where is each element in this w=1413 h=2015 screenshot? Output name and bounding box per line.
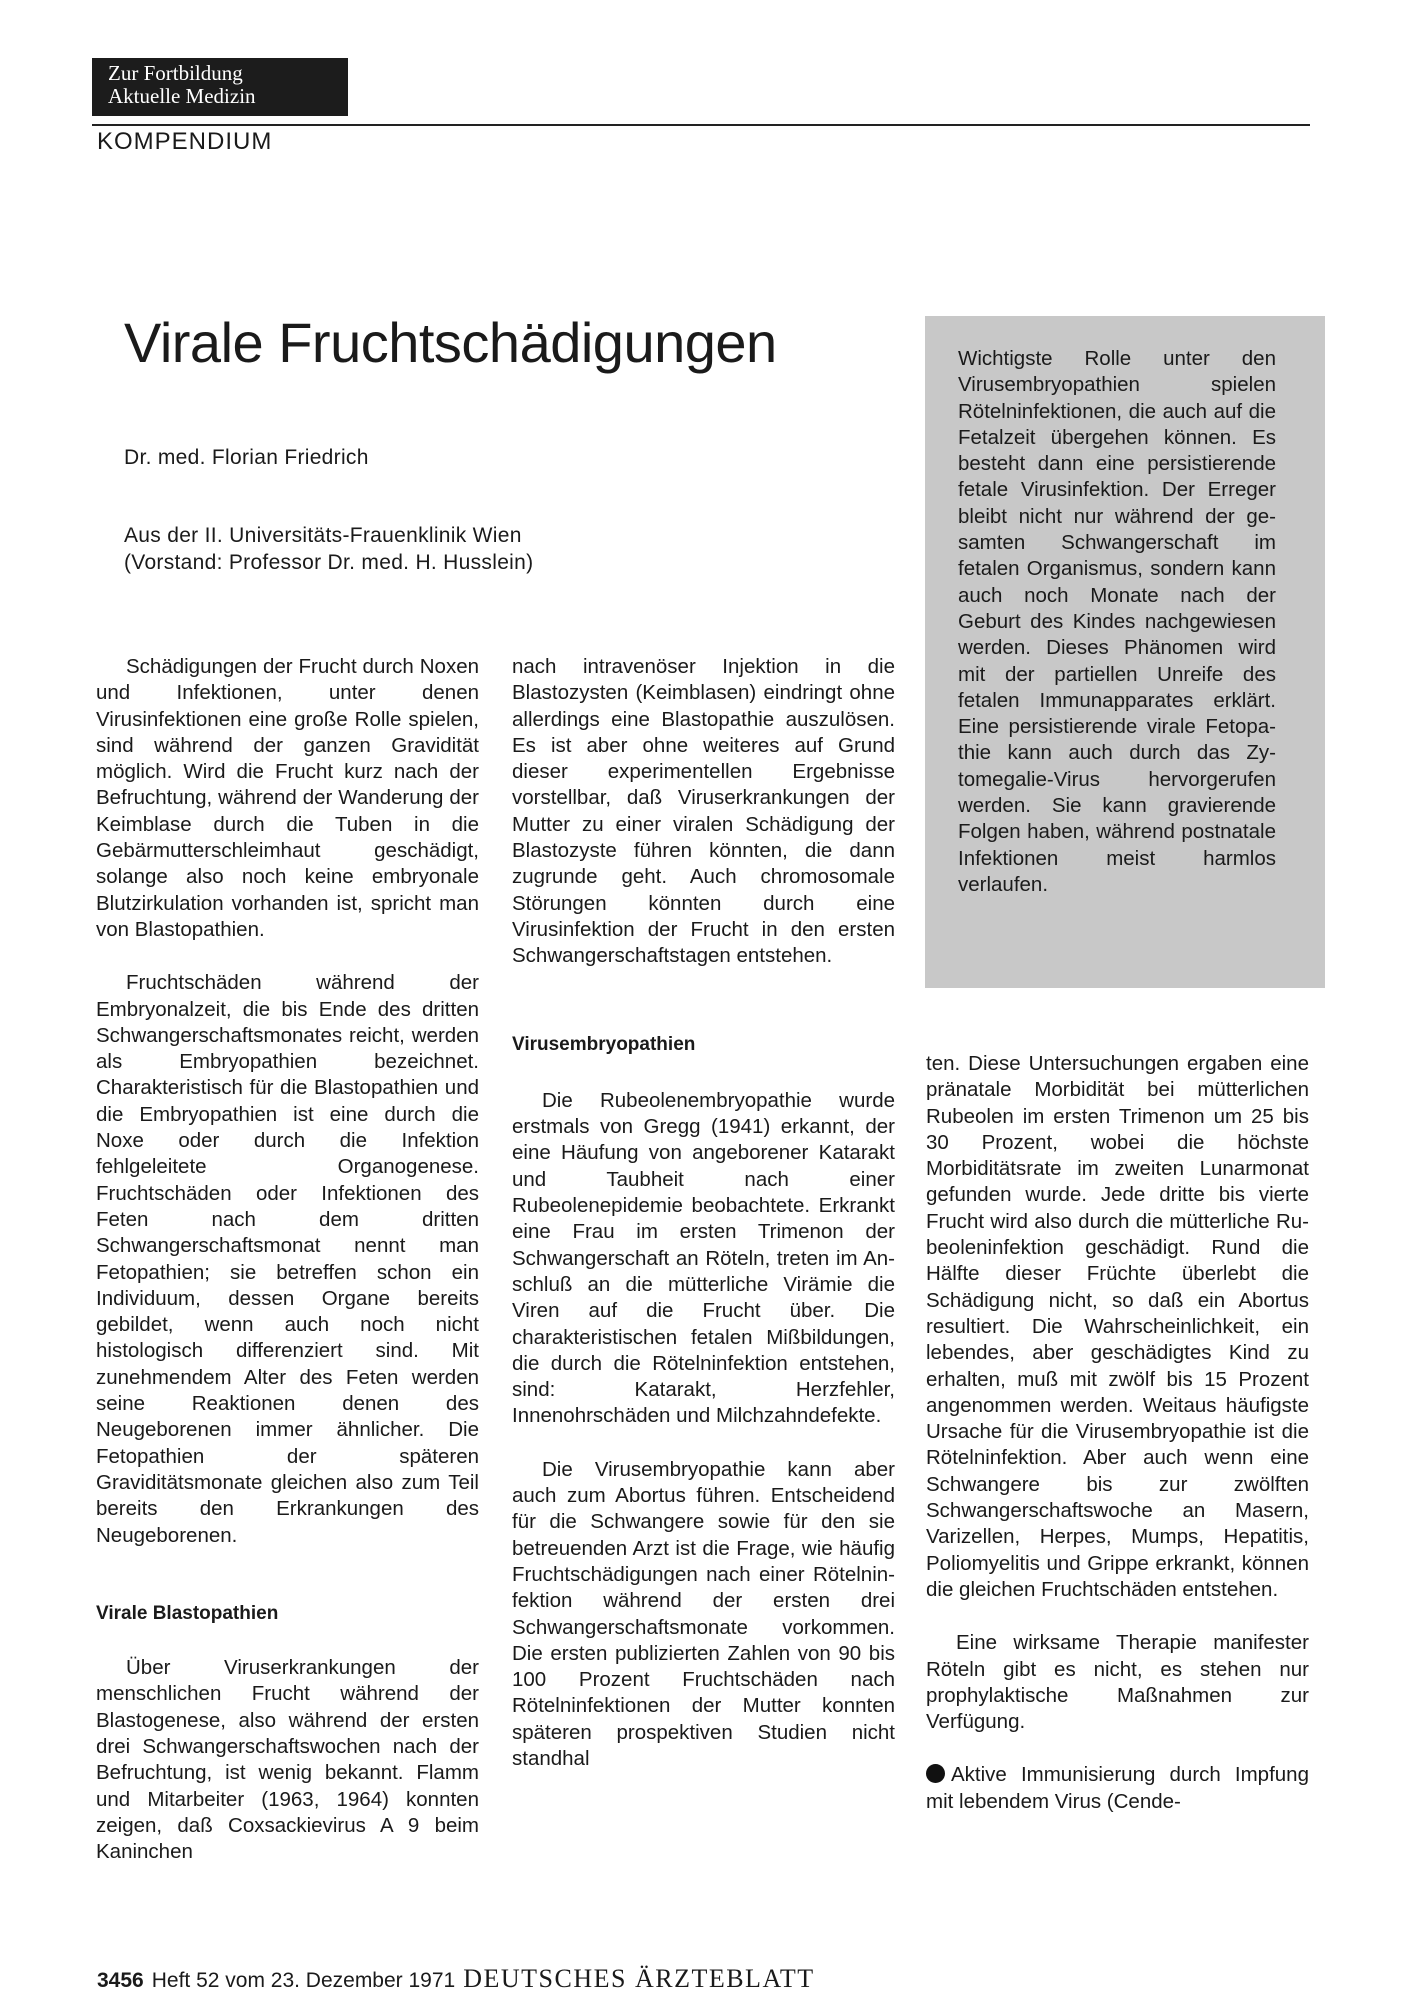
section-label-line2: Aktuelle Medizin xyxy=(108,84,256,108)
header-rule xyxy=(92,124,1310,126)
affiliation-line2: (Vorstand: Professor Dr. med. H. Husslein) xyxy=(124,551,534,574)
heading-virusembryopathien: Virusembryopathien xyxy=(512,1033,696,1055)
section-label-line1: Zur Fortbildung xyxy=(108,61,243,85)
col2-paragraph-1: nach intravenöser Injektion in die Blastozysten (Keimblasen) eindringt ohne allerdings eine Blastopathie auszulösen. Es ist aber ohne weiteres auf Grund dieser experimentellen Ergebnisse vorstellbar, daß Viruserkrankungen der Mutter zu einer viralen Schädigung der Blastozyste führen könnten, die dann zugrunde geht. Auch chromosomale Störungen könnten durch eine Virusinfektion der Frucht in den ersten Schwangerschaftstagen entstehen. xyxy=(512,655,895,968)
issue-info: Heft 52 vom 23. Dezember 1971 xyxy=(151,1969,456,1992)
article-author: Dr. med. Florian Friedrich xyxy=(124,446,369,469)
heading-virale-blastopathien: Virale Blastopathien xyxy=(96,1602,279,1624)
col1-paragraph-1: Schädigungen der Frucht durch Noxen und Infektionen, unter denen Virusinfektionen eine große Rolle spielen, sind während der ganzen Gravidität möglich. Wird die Frucht kurz nach der Befruchtung, während der Wanderung der Keimblase durch die Tuben in die Gebärmutterschleimhaut geschädigt, solange also noch keine embryonale Blutzirkulation vorhanden ist, spricht man von Blastopathien. xyxy=(96,655,479,941)
column-2 xyxy=(512,654,895,1772)
col1-paragraph-2: Fruchtschäden während der Embryonalzeit, die bis Ende des dritten Schwangerschaftsmonates reicht, werden als Embryopathien bezeichnet. Charakteristisch für die Blastopathien und die Embryopathien ist eine durch die Noxe oder durch die Infektion fehlgeleitete Organogenese. Fruchtschäden oder Infektionen des Feten nach dem dritten Schwangerschaftsmonat nennt man Fetopathien; sie betreffen schon ein Individuum, dessen Organe bereits gebildet, wenn auch noch nicht histologisch differenziert sind. Mit zunehmendem Alter des Feten werden seine Reaktionen denen des Neugeborenen immer ähnlicher. Die Fetopathien der späteren Graviditätsmonate gleichen also zum Teil bereits den Erkrankungen des Neugeborenen. xyxy=(96,971,479,1547)
col3-paragraph-1: ten. Diese Untersuchungen ergaben eine pränatale Morbidität bei mütterlichen Rubeolen im ersten Trimenon um 25 bis 30 Prozent, wobei die höchste Morbiditätsrate im zweiten Lunarmonat gefunden wurde. Jede dritte bis vierte Frucht wird also durch die mütterliche Rubeoleninfektion geschädigt. Rund die Hälfte dieser Früchte überlebt die Schädigung nicht, so daß ein Abortus resultiert. Die Wahrscheinlichkeit, ein lebendes, aber geschädigtes Kind zu erhalten, muß mit zwölf bis 15 Prozent angenommen werden. Weitaus häufigste Ursache für die Virusembryopathie ist die Rötelninfektion. Aber auch wenn eine Schwangere bis zur zwölften Schwangerschaftswoche an Masern, Varizellen, Herpes, Mumps, Hepatitis, Poliomyelitis und Grippe erkrankt, können die gleichen Fruchtschäden entstehen. xyxy=(926,1052,1309,1601)
col1-paragraph-3: Über Viruserkrankungen der menschlichen Frucht während der Blastogenese, also während der ersten drei Schwangerschaftswochen nach der Befruchtung, ist wenig bekannt. Flamm und Mitarbeiter (1963, 1964) konnten zeigen, daß Coxsackievirus A 9 beim Kaninchen xyxy=(96,1656,479,1864)
column-3 xyxy=(926,1051,1309,1815)
col2-paragraph-3: Die Virusembryopathie kann aber auch zum Abortus führen. Entscheidend für die Schwangere sowie für den sie betreuenden Arzt ist die Frage, wie häufig Fruchtschädigungen nach einer Rötelninfektion während der ersten drei Schwangerschaftsmonate vorkommen. Die ersten publizierten Zahlen von 90 bis 100 Prozent Fruchtschäden nach Rötelninfektionen der Mutter konnten späteren prospektiven Studien nicht standhal xyxy=(512,1457,895,1770)
affiliation-line1: Aus der II. Universitäts-Frauenklinik Wien xyxy=(124,524,522,547)
col3-list-item-1 xyxy=(926,1762,1309,1815)
column-1 xyxy=(96,654,479,1865)
article-affiliation xyxy=(124,522,533,576)
list-number-1-icon xyxy=(926,1764,945,1783)
section-label-box xyxy=(92,58,348,116)
col3-paragraph-2: Eine wirksame Therapie manifester Röteln gibt es nicht, es stehen nur prophylaktische Maßnahmen zur Verfügung. xyxy=(926,1631,1309,1734)
journal-name: DEUTSCHES ÄRZTEBLATT xyxy=(463,1964,815,1993)
page-number: 3456 xyxy=(97,1969,144,1992)
summary-box xyxy=(925,316,1325,988)
article-title: Virale Fruchtschädigungen xyxy=(124,311,777,374)
page-footer xyxy=(97,1964,815,1994)
col3-list-item-1-text: Aktive Immunisierung durch Impfung mit lebendem Virus (Cende- xyxy=(926,1763,1309,1813)
summary-text: Wichtigste Rolle unter den Virusembryopathien spielen Rötelninfektionen, die auch auf die Fetalzeit übergehen können. Es besteht dann eine persistierende fetale Virusinfektion. Der Erreger bleibt nicht nur während der gesamten Schwangerschaft im fetalen Organismus, sondern kann auch noch Monate nach der Geburt des Kindes nachgewiesen werden. Dieses Phänomen wird mit der partiellen Unreife des fetalen Immunapparates erklärt. Eine persistierende virale Fetopathie kann auch durch das Zytomegalie-Virus hervorgerufen werden. Sie kann gravierende Folgen haben, während postnatale Infektionen meist harmlos verlaufen. xyxy=(958,347,1276,896)
section-title: KOMPENDIUM xyxy=(97,128,273,155)
col2-paragraph-2: Die Rubeolenembryopathie wurde erstmals von Gregg (1941) erkannt, der eine Häufung von angeborener Katarakt und Taubheit nach einer Rubeolenepidemie beobachtete. Erkrankt eine Frau im ersten Trimenon der Schwangerschaft an Röteln, treten im Anschluß an die mütterliche Virämie die Viren auf die Frucht über. Die charakteristischen fetalen Mißbildungen, die durch die Rötelninfektion entstehen, sind: Katarakt, Herzfehler, Innenohrschäden und Milchzahndefekte. xyxy=(512,1088,895,1428)
